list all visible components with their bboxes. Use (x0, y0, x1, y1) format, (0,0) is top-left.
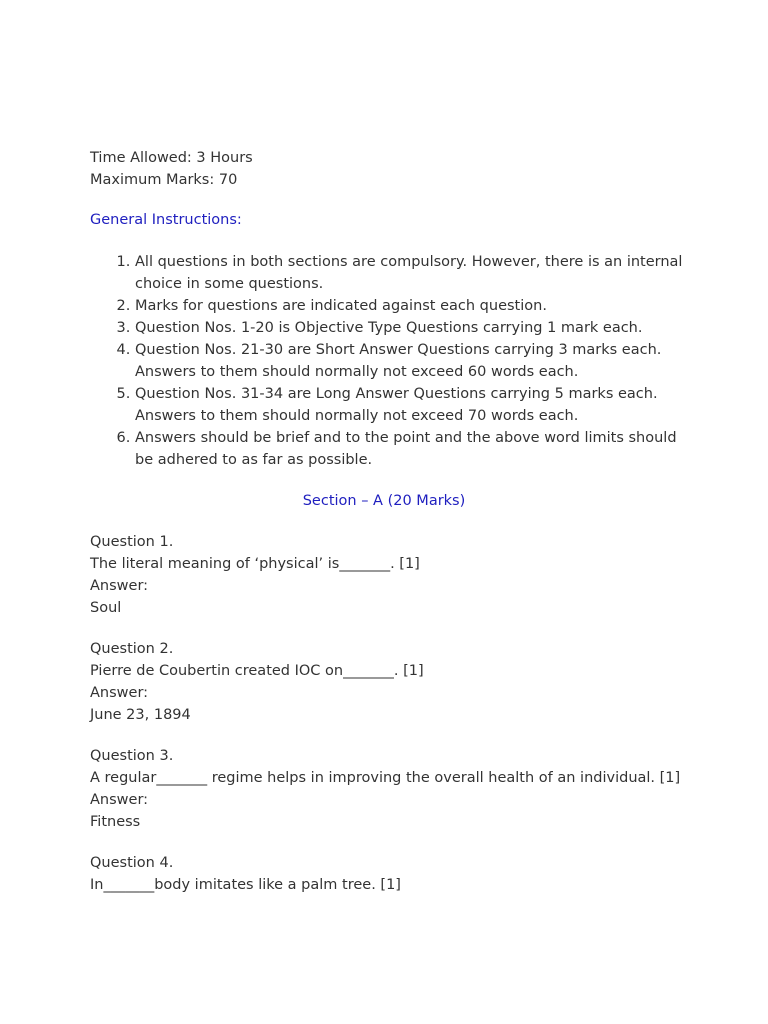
question-2 (90, 638, 690, 726)
answer-text: Fitness (90, 814, 141, 830)
question-text: A regular_______ regime helps in improving the overall health of an individual. [1] (90, 770, 681, 786)
instructions-list (90, 251, 690, 471)
instruction-item: 2. Marks for questions are indicated against each question. (135, 295, 690, 317)
answer-text: June 23, 1894 (90, 707, 191, 723)
maximum-marks: Maximum Marks: 70 (90, 172, 238, 188)
question-text: Pierre de Coubertin created IOC on_______. [1] (90, 663, 424, 679)
general-instructions-title: General Instructions: (90, 212, 242, 228)
instruction-item: 3. Question Nos. 1-20 is Objective Type Questions carrying 1 mark each. (135, 317, 690, 339)
instruction-item: 6. Answers should be brief and to the point and the above word limits should be adhered to as far as possible. (135, 427, 690, 471)
instruction-item: 5. Question Nos. 31-34 are Long Answer Questions carrying 5 marks each. Answers to them should normally not exceed 70 words each. (135, 383, 690, 427)
question-4 (90, 852, 690, 896)
answer-label: Answer: (90, 578, 149, 594)
question-number: Question 2. (90, 641, 174, 657)
section-title: Section – A (20 Marks) (302, 493, 466, 509)
instruction-item: 4. Question Nos. 21-30 are Short Answer Questions carrying 3 marks each. Answers to them should normally not exceed 60 words each. (135, 339, 690, 383)
answer-text: Soul (90, 600, 122, 616)
question-number: Question 3. (90, 748, 174, 764)
instruction-item: 1. All questions in both sections are compulsory. However, there is an internal choice in some questions. (135, 251, 690, 295)
time-allowed: Time Allowed: 3 Hours (90, 150, 253, 166)
document-content (90, 147, 690, 896)
question-1 (90, 531, 690, 619)
answer-label: Answer: (90, 792, 149, 808)
question-text: In_______body imitates like a palm tree. [1] (90, 877, 401, 893)
question-text: The literal meaning of ‘physical’ is_______. [1] (90, 556, 420, 572)
question-number: Question 4. (90, 855, 174, 871)
question-number: Question 1. (90, 534, 174, 550)
question-3 (90, 745, 690, 833)
answer-label: Answer: (90, 685, 149, 701)
